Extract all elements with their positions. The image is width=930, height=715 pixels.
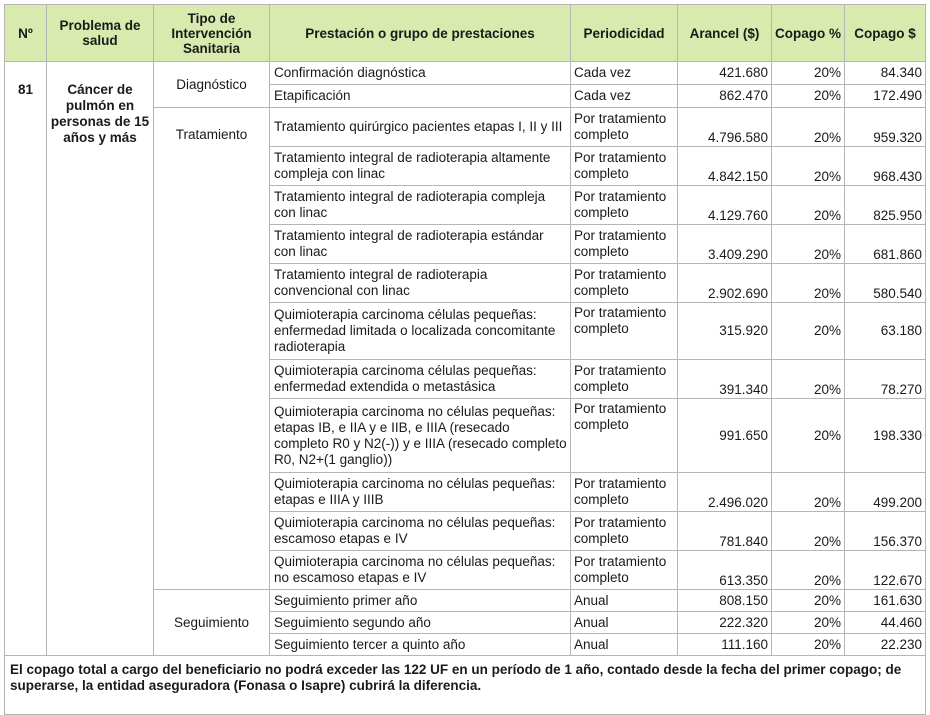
- arancel-cell: 991.650: [678, 399, 772, 473]
- prestacion-cell: Seguimiento primer año: [270, 590, 571, 612]
- arancel-cell: 862.470: [678, 85, 772, 108]
- header-tipo: Tipo de Intervención Sanitaria: [154, 5, 270, 62]
- periodicidad-cell: Por tratamiento completo: [571, 186, 678, 225]
- copago-pct-cell: 20%: [772, 512, 845, 551]
- prestacion-cell: Quimioterapia carcinoma no células pequeñas: escamoso etapas e IV: [270, 512, 571, 551]
- arancel-cell: 111.160: [678, 634, 772, 656]
- prestacion-cell: Quimioterapia carcinoma células pequeñas: enfermedad limitada o localizada concomitante radioterapia: [270, 303, 571, 360]
- copago-pct-cell: 20%: [772, 360, 845, 399]
- periodicidad-cell: Por tratamiento completo: [571, 473, 678, 512]
- arancel-cell: 3.409.290: [678, 225, 772, 264]
- periodicidad-cell: Anual: [571, 612, 678, 634]
- arancel-cell: 613.350: [678, 551, 772, 590]
- copago-cell: 580.540: [845, 264, 926, 303]
- copago-cell: 161.630: [845, 590, 926, 612]
- copago-cell: 22.230: [845, 634, 926, 656]
- arancel-cell: 4.796.580: [678, 108, 772, 147]
- header-periodicidad: Periodicidad: [571, 5, 678, 62]
- tipo-tratamiento: Tratamiento: [154, 108, 270, 590]
- copago-pct-cell: 20%: [772, 473, 845, 512]
- periodicidad-cell: Cada vez: [571, 85, 678, 108]
- arancel-cell: 391.340: [678, 360, 772, 399]
- periodicidad-cell: Por tratamiento completo: [571, 360, 678, 399]
- periodicidad-cell: Por tratamiento completo: [571, 264, 678, 303]
- tipo-seguimiento: Seguimiento: [154, 590, 270, 656]
- copago-pct-cell: 20%: [772, 399, 845, 473]
- prestacion-cell: Seguimiento segundo año: [270, 612, 571, 634]
- header-copago-monto: Copago $: [845, 5, 926, 62]
- arancel-cell: 2.902.690: [678, 264, 772, 303]
- periodicidad-cell: Por tratamiento completo: [571, 108, 678, 147]
- copago-cell: 63.180: [845, 303, 926, 360]
- footnote: El copago total a cargo del beneficiario no podrá exceder las 122 UF en un período de 1 año, contado desde la fecha del primer copago; de superarse, la entidad aseguradora (Fonasa o Isapre) cubrirá la diferencia.: [5, 656, 926, 715]
- copago-cell: 959.320: [845, 108, 926, 147]
- tipo-diagnostico: Diagnóstico: [154, 62, 270, 108]
- periodicidad-cell: Por tratamiento completo: [571, 551, 678, 590]
- prestacion-cell: Etapificación: [270, 85, 571, 108]
- ges-table: [4, 4, 926, 715]
- periodicidad-cell: Por tratamiento completo: [571, 303, 678, 360]
- prestacion-cell: Quimioterapia carcinoma células pequeñas: enfermedad extendida o metastásica: [270, 360, 571, 399]
- copago-cell: 122.670: [845, 551, 926, 590]
- prestacion-cell: Tratamiento integral de radioterapia convencional con linac: [270, 264, 571, 303]
- copago-cell: 499.200: [845, 473, 926, 512]
- prestacion-cell: Quimioterapia carcinoma no células pequeñas: etapas e IIIA y IIIB: [270, 473, 571, 512]
- periodicidad-cell: Por tratamiento completo: [571, 512, 678, 551]
- header-num: Nº: [5, 5, 47, 62]
- copago-pct-cell: 20%: [772, 108, 845, 147]
- prestacion-cell: Confirmación diagnóstica: [270, 62, 571, 85]
- prestacion-cell: Tratamiento quirúrgico pacientes etapas I, II y III: [270, 108, 571, 147]
- header-problema: Problema de salud: [47, 5, 154, 62]
- periodicidad-cell: Por tratamiento completo: [571, 225, 678, 264]
- copago-pct-cell: 20%: [772, 62, 845, 85]
- periodicidad-cell: Por tratamiento completo: [571, 399, 678, 473]
- problem-number: 81: [5, 62, 47, 656]
- header-row: [5, 5, 926, 62]
- table-row: [5, 62, 926, 85]
- copago-pct-cell: 20%: [772, 590, 845, 612]
- copago-pct-cell: 20%: [772, 634, 845, 656]
- footnote-row: [5, 656, 926, 715]
- header-prestacion: Prestación o grupo de prestaciones: [270, 5, 571, 62]
- copago-pct-cell: 20%: [772, 225, 845, 264]
- header-copago-pct: Copago %: [772, 5, 845, 62]
- prestacion-cell: Tratamiento integral de radioterapia altamente compleja con linac: [270, 147, 571, 186]
- problem-name: Cáncer de pulmón en personas de 15 años y más: [47, 62, 154, 656]
- arancel-cell: 421.680: [678, 62, 772, 85]
- arancel-cell: 315.920: [678, 303, 772, 360]
- copago-cell: 825.950: [845, 186, 926, 225]
- periodicidad-cell: Anual: [571, 590, 678, 612]
- copago-cell: 84.340: [845, 62, 926, 85]
- copago-cell: 44.460: [845, 612, 926, 634]
- copago-pct-cell: 20%: [772, 264, 845, 303]
- copago-pct-cell: 20%: [772, 612, 845, 634]
- arancel-cell: 222.320: [678, 612, 772, 634]
- arancel-cell: 4.842.150: [678, 147, 772, 186]
- copago-cell: 198.330: [845, 399, 926, 473]
- periodicidad-cell: Anual: [571, 634, 678, 656]
- copago-cell: 156.370: [845, 512, 926, 551]
- prestacion-cell: Tratamiento integral de radioterapia estándar con linac: [270, 225, 571, 264]
- copago-pct-cell: 20%: [772, 551, 845, 590]
- header-arancel: Arancel ($): [678, 5, 772, 62]
- copago-pct-cell: 20%: [772, 85, 845, 108]
- prestacion-cell: Tratamiento integral de radioterapia compleja con linac: [270, 186, 571, 225]
- copago-pct-cell: 20%: [772, 303, 845, 360]
- periodicidad-cell: Cada vez: [571, 62, 678, 85]
- arancel-cell: 2.496.020: [678, 473, 772, 512]
- copago-cell: 681.860: [845, 225, 926, 264]
- copago-cell: 78.270: [845, 360, 926, 399]
- prestacion-cell: Quimioterapia carcinoma no células pequeñas: no escamoso etapas e IV: [270, 551, 571, 590]
- arancel-cell: 781.840: [678, 512, 772, 551]
- copago-cell: 968.430: [845, 147, 926, 186]
- copago-pct-cell: 20%: [772, 147, 845, 186]
- periodicidad-cell: Por tratamiento completo: [571, 147, 678, 186]
- prestacion-cell: Quimioterapia carcinoma no células pequeñas: etapas IB, e IIA y e IIB, e IIIA (resecado completo R0 y N2(-)) y e IIIA (resecado completo R0, N2+(1 ganglio)): [270, 399, 571, 473]
- copago-cell: 172.490: [845, 85, 926, 108]
- copago-pct-cell: 20%: [772, 186, 845, 225]
- arancel-cell: 4.129.760: [678, 186, 772, 225]
- arancel-cell: 808.150: [678, 590, 772, 612]
- prestacion-cell: Seguimiento tercer a quinto año: [270, 634, 571, 656]
